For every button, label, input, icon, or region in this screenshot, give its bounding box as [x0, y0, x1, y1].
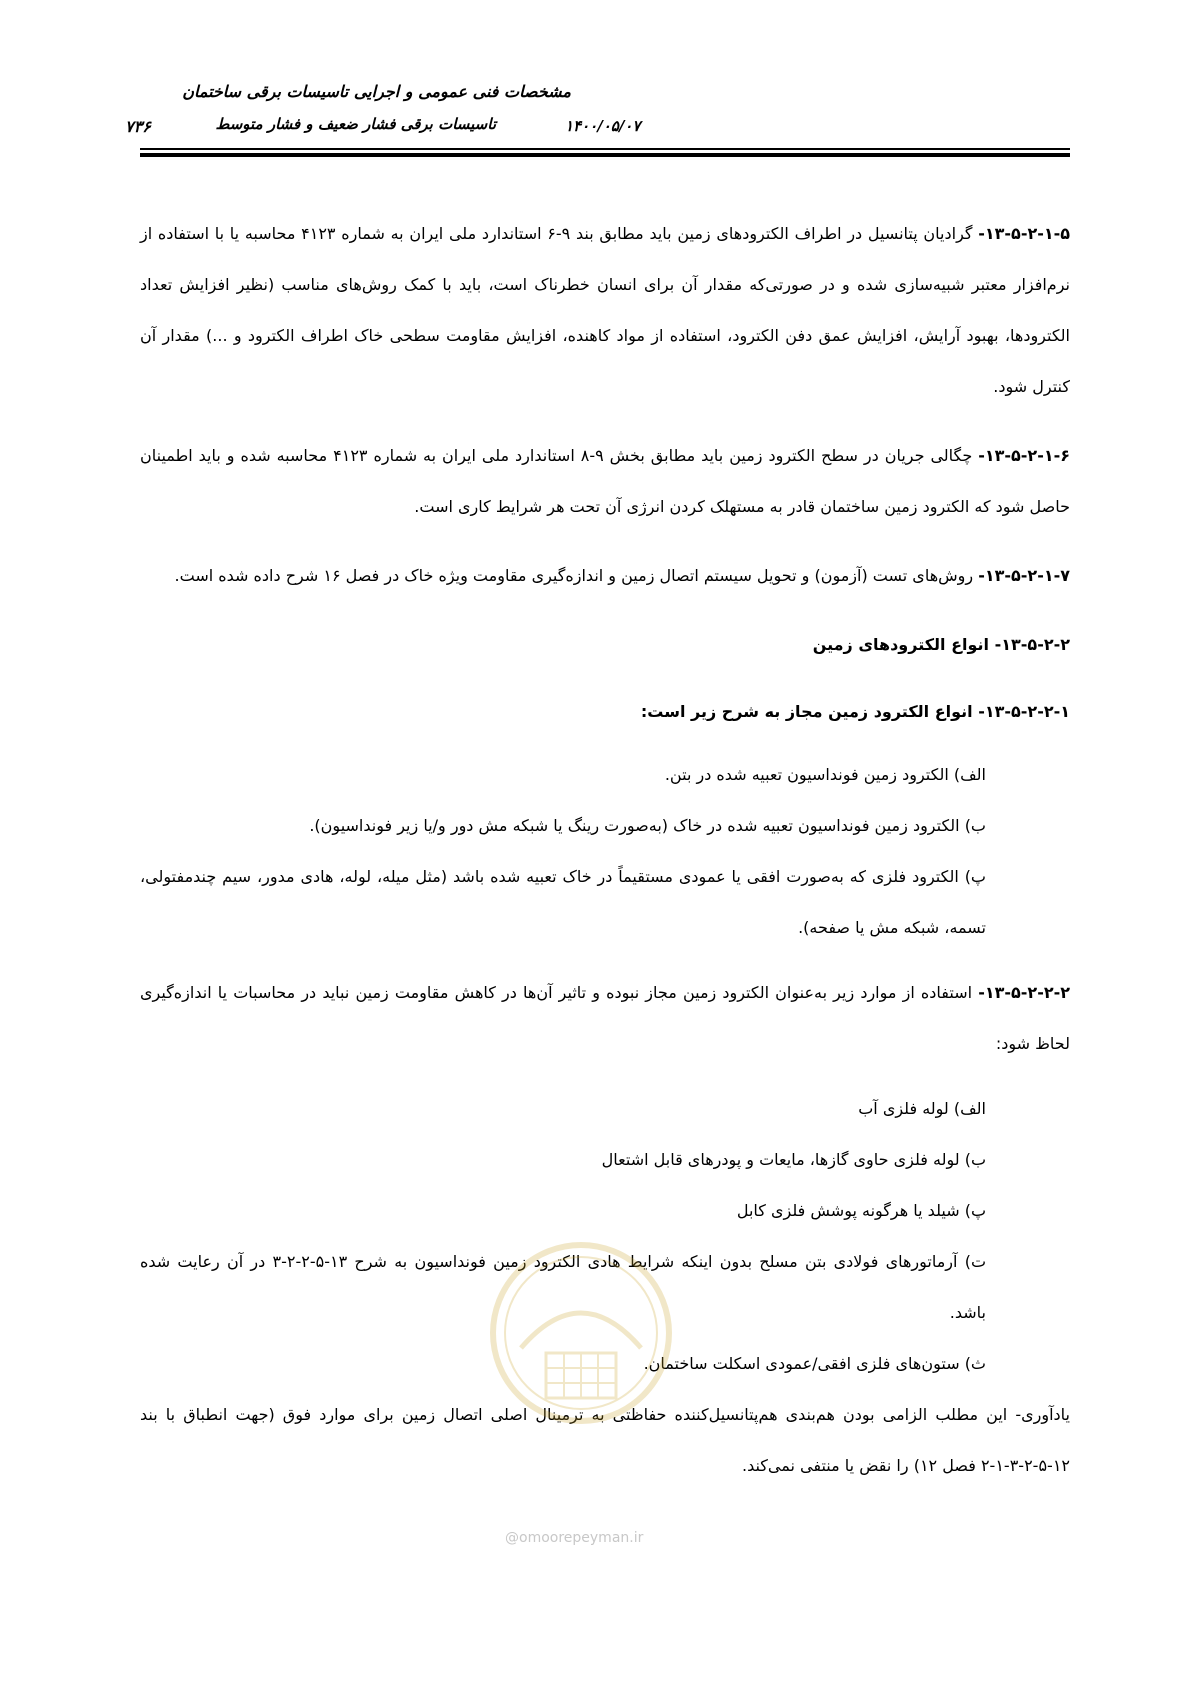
- allowed-electrodes-list: [140, 749, 1070, 953]
- clause-text: چگالی جریان در سطح الکترود زمین باید مطابق بخش ۹-۸ استاندارد ملی ایران به شماره ۴۱۲۳ محاسبه شده و باید اطمینان حاصل شود که الکترود زمین ساختمان قادر به مستهلک کردن انرژی آن تحت هر شرایط کاری است.: [140, 446, 1070, 516]
- paragraph-13-5-2-1-5: [140, 208, 1070, 412]
- header-date: ۱۴۰۰/۰۵/۰۷: [565, 117, 641, 135]
- clause-text: روش‌های تست (آزمون) و تحویل سیستم اتصال زمین و اندازه‌گیری مقاومت ویژه خاک در فصل ۱۶ شرح داده شده است.: [174, 566, 979, 585]
- section-heading-13-5-2-2: ۱۳-۵-۲-۲- انواع الکترودهای زمین: [812, 635, 1070, 654]
- paragraph-13-5-2-1-7: [140, 550, 1070, 601]
- note-paragraph: یادآوری- این مطلب الزامی بودن هم‌بندی هم‌پتانسیل‌کننده حفاظتی به ترمینال اصلی اتصال زمین برای موارد فوق (جهت انطباق با بند ۱۲-۵-۲-۳-۱-۲ فصل ۱۲) را نقض یا منتفی نمی‌کند.: [140, 1405, 1070, 1475]
- header-subtitle: تاسیسات برقی فشار ضعیف و فشار متوسط: [215, 115, 496, 133]
- list-item: ت) آرماتورهای فولادی بتن مسلح بدون اینکه شرایط هادی الکترود زمین فونداسیون به شرح ۱۳-۵-۲-۲-۳ در آن رعایت شده باشد.: [140, 1252, 987, 1322]
- header-title: مشخصات فنی عمومی و اجرایی تاسیسات برقی ساختمان: [182, 82, 571, 101]
- clause-text: استفاده از موارد زیر به‌عنوان الکترود زمین مجاز نبوده و تاثیر آن‌ها در کاهش مقاومت زمین نباید در محاسبات یا اندازه‌گیری لحاظ شود:: [140, 983, 1070, 1053]
- list-item: الف) لوله فلزی آب: [858, 1099, 986, 1118]
- list-item: ب) لوله فلزی حاوی گازها، مایعات و پودرهای قابل اشتعال: [601, 1150, 986, 1169]
- paragraph-13-5-2-1-6: [140, 430, 1070, 532]
- clause-text: گرادیان پتانسیل در اطراف الکترودهای زمین باید مطابق بند ۹-۶ استاندارد ملی ایران به شماره ۴۱۲۳ محاسبه یا با استفاده از نرم‌افزار معتبر شبیه‌سازی شده و در صورتی‌که مقدار آن برای انسان خطرناک است، باید با کمک روش‌های مناسب (نظیر افزایش تعداد الکترودها، بهبود آرایش، افزایش عمق دفن الکترود، استفاده از مواد کاهنده، افزایش مقاومت سطحی خاک اطراف الکترود و ...) مقدار آن کنترل شود.: [140, 224, 1070, 396]
- list-item: ث) ستون‌های فلزی افقی/عمودی اسکلت ساختمان.: [643, 1354, 986, 1373]
- list-item: پ) الکترود فلزی که به‌صورت افقی یا عمودی مستقیماً در خاک تعبیه شده باشد (مثل میله، لوله، هادی مدور، سیم چندمفتولی، تسمه، شبکه مش یا صفحه).: [140, 867, 986, 937]
- clause-number: ۱۳-۵-۲-۱-۶-: [978, 446, 1070, 465]
- section-heading-13-5-2-2-1: ۱۳-۵-۲-۲-۱- انواع الکترود زمین مجاز به شرح زیر است:: [640, 702, 1070, 721]
- page-number: ۷۳۶: [125, 117, 151, 136]
- header-rule-thin: [140, 148, 1070, 150]
- clause-number: ۱۳-۵-۲-۱-۵-: [978, 224, 1071, 243]
- clause-number: ۱۳-۵-۲-۱-۷-: [978, 566, 1070, 585]
- watermark-seal-icon: [486, 1238, 676, 1428]
- list-item: پ) شیلد یا هرگونه پوشش فلزی کابل: [736, 1201, 986, 1220]
- watermark-site-text: @omoorepeyman.ir: [505, 1530, 644, 1546]
- list-item: الف) الکترود زمین فونداسیون تعبیه شده در بتن.: [664, 765, 986, 784]
- clause-number: ۱۳-۵-۲-۲-۲-: [978, 983, 1070, 1002]
- paragraph-13-5-2-2-2: [140, 967, 1070, 1069]
- list-item: ب) الکترود زمین فونداسیون تعبیه شده در خاک (به‌صورت رینگ یا شبکه مش دور و/یا زیر فونداسیون).: [309, 816, 986, 835]
- header-rule-thick: [140, 153, 1070, 157]
